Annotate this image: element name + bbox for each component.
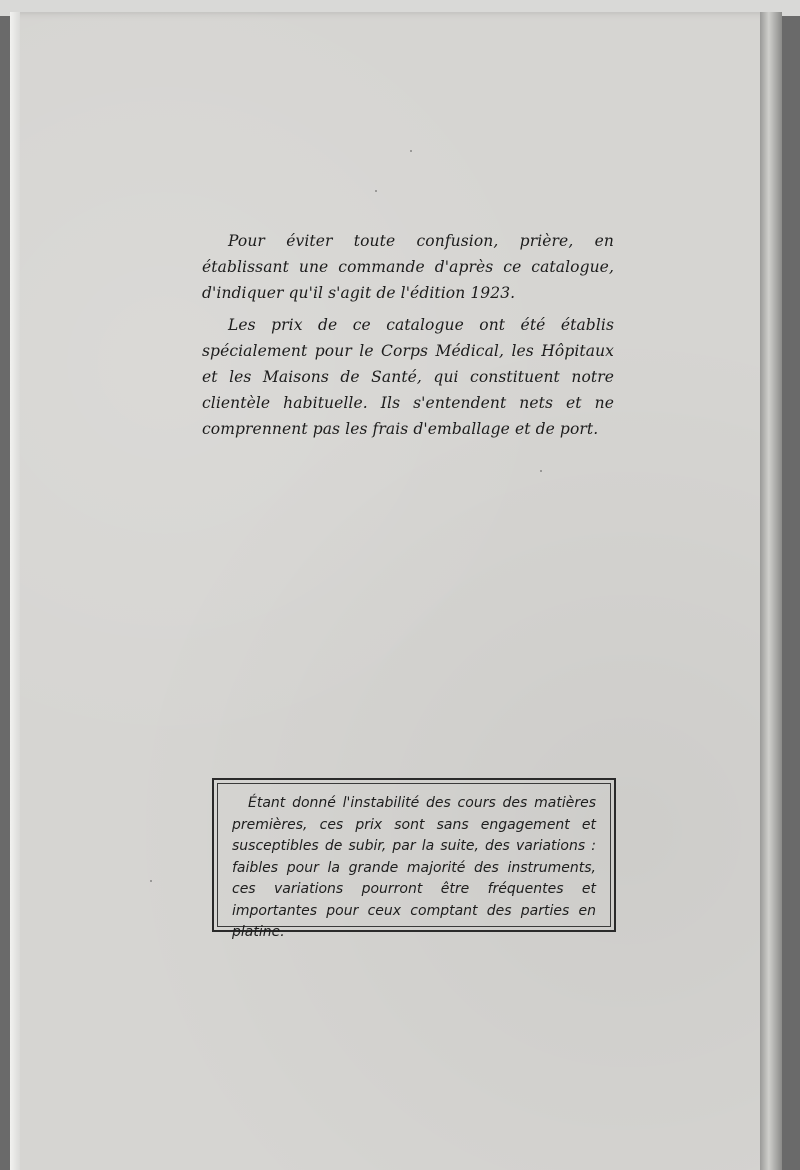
catalogue-page (10, 12, 782, 1170)
paper-speck (150, 880, 152, 882)
pricing-notice-paragraph: Les prix de ce catalogue ont été établis spécialement pour le Corps Médical, les Hôpitaux et les Maisons de Santé, qui constituent notre clientèle habituelle. Ils s'entendent nets et ne comprennent pas les frais d'emballage et de port. (202, 316, 614, 438)
paper-speck (540, 470, 542, 472)
page-right-edge (760, 12, 782, 1170)
edition-notice (202, 228, 614, 442)
page-left-edge (10, 12, 20, 1170)
edition-notice-paragraph: Pour éviter toute confusion, prière, en établissant une commande d'après ce catalogue, d'indiquer qu'il s'agit de l'édition 1923. (202, 232, 614, 302)
paper-speck (375, 190, 377, 192)
price-disclaimer-text: Étant donné l'instabilité des cours des matières premières, ces prix sont sans engagement et susceptibles de subir, par la suite, des variations : faibles pour la grande majorité des instruments, ces variations pourront être fréquentes et importantes pour ceux comptant des parties en platine. (232, 795, 596, 940)
paper-speck (410, 150, 412, 152)
price-disclaimer-box (212, 778, 616, 940)
price-disclaimer-frame (217, 783, 611, 940)
